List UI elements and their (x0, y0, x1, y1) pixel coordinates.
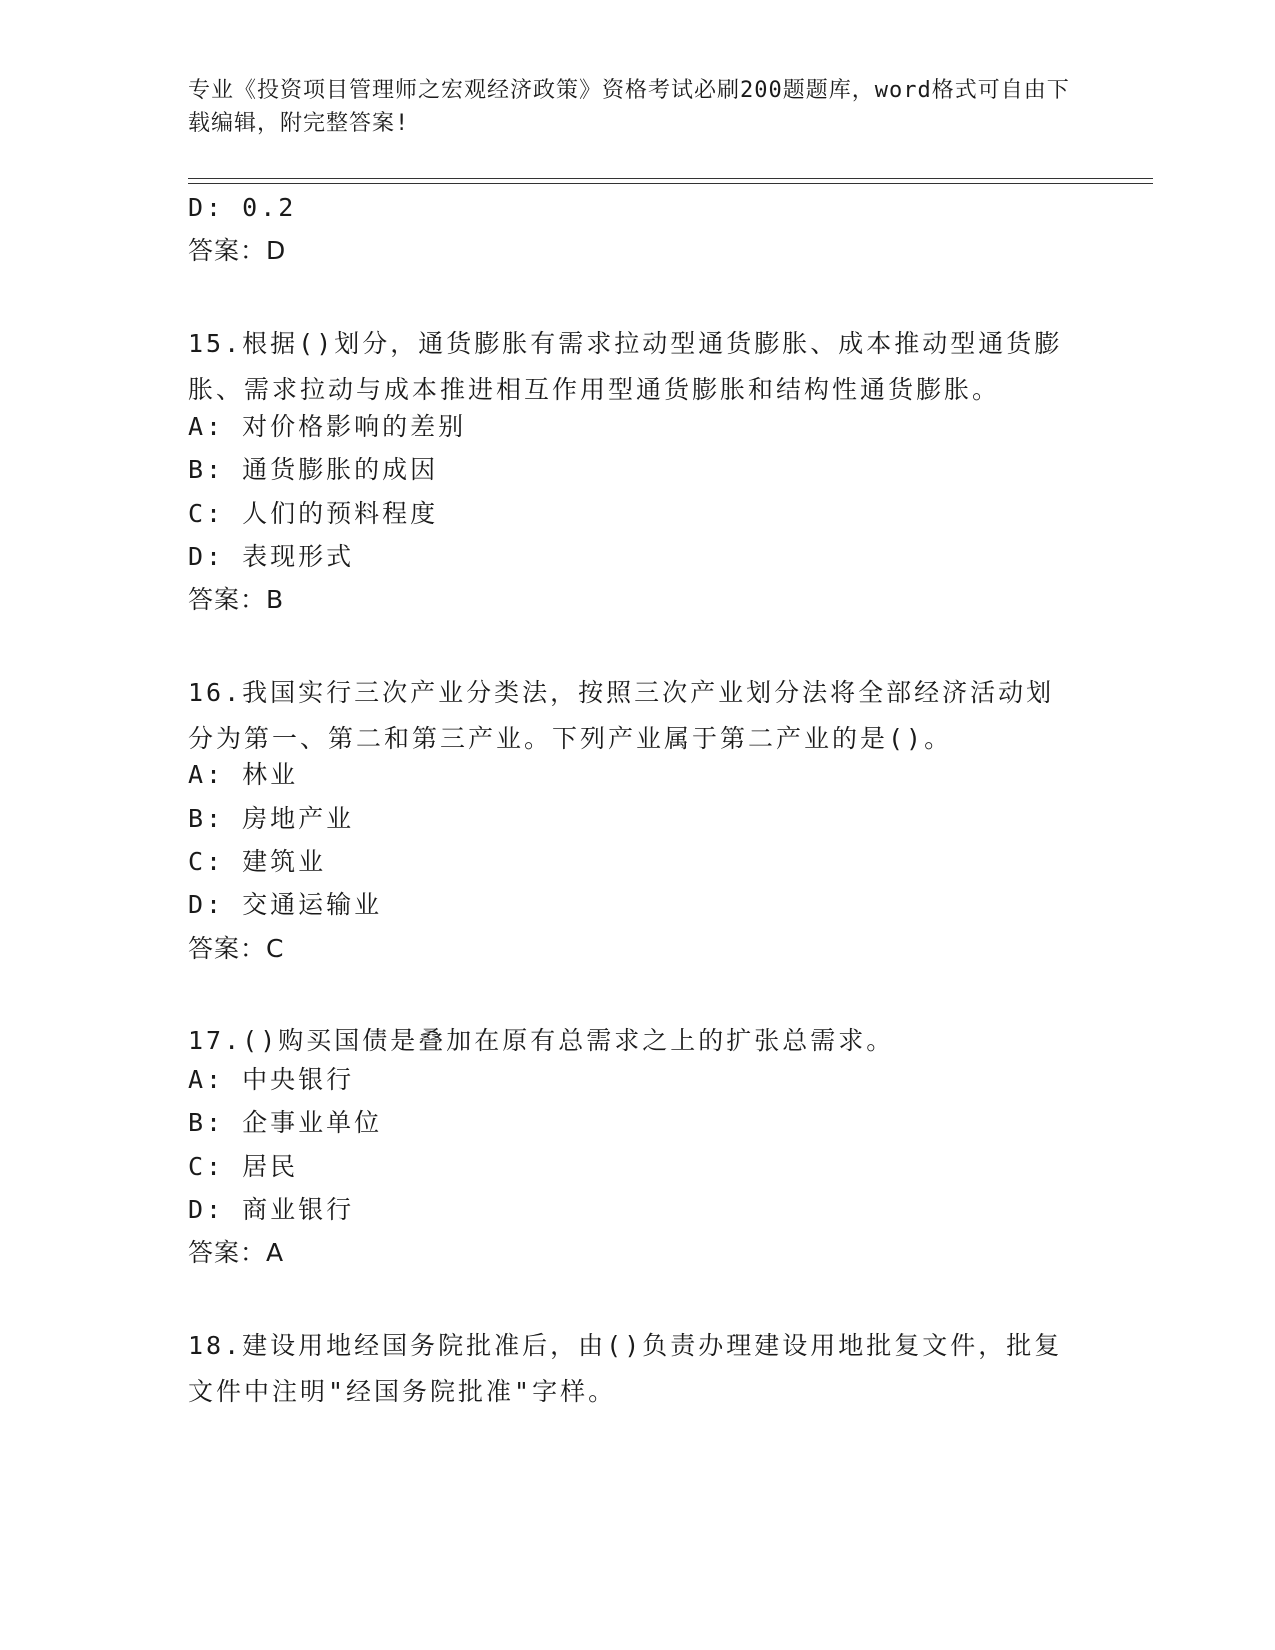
question-15-answer: 答案：B (188, 585, 285, 614)
question-18-text: 18.建设用地经国务院批准后，由()负责办理建设用地批复文件，批复文件中注明"经国务院批准"字样。 (188, 1331, 1063, 1406)
question-17-option-c: C: 居民 (188, 1152, 299, 1181)
option-d: D: 0.2 (188, 193, 297, 222)
question-16-option-b: B: 房地产业 (188, 804, 355, 833)
question-15-text: 15.根据()划分，通货膨胀有需求拉动型通货膨胀、成本推动型通货膨胀、需求拉动与成本推进相互作用型通货膨胀和结构性通货膨胀。 (188, 329, 1063, 404)
question-17-option-b: B: 企事业单位 (188, 1108, 383, 1137)
question-16-answer: 答案：C (188, 934, 285, 963)
question-17-option-a: A: 中央银行 (188, 1065, 355, 1094)
question-15-option-a: A: 对价格影响的差别 (188, 412, 467, 441)
answer-line: 答案：D (188, 236, 287, 265)
question-15-option-b: B: 通货膨胀的成因 (188, 455, 439, 484)
question-17-text: 17.()购买国债是叠加在原有总需求之上的扩张总需求。 (188, 1026, 895, 1055)
question-15-option-d: D: 表现形式 (188, 542, 355, 571)
question-17-answer: 答案：A (188, 1238, 285, 1267)
question-16-option-a: A: 林业 (188, 760, 299, 789)
header-divider-top (188, 178, 1153, 179)
question-16-option-c: C: 建筑业 (188, 847, 327, 876)
question-17-option-d: D: 商业银行 (188, 1195, 355, 1224)
document-header: 专业《投资项目管理师之宏观经济政策》资格考试必刷200题题库，word格式可自由下载编辑，附完整答案! (188, 78, 1070, 136)
question-16-option-d: D: 交通运输业 (188, 890, 383, 919)
header-divider-bottom (188, 183, 1153, 184)
question-16-text: 16.我国实行三次产业分类法，按照三次产业划分法将全部经济活动划分为第一、第二和第三产业。下列产业属于第二产业的是()。 (188, 678, 1055, 753)
question-15-option-c: C: 人们的预料程度 (188, 499, 439, 528)
